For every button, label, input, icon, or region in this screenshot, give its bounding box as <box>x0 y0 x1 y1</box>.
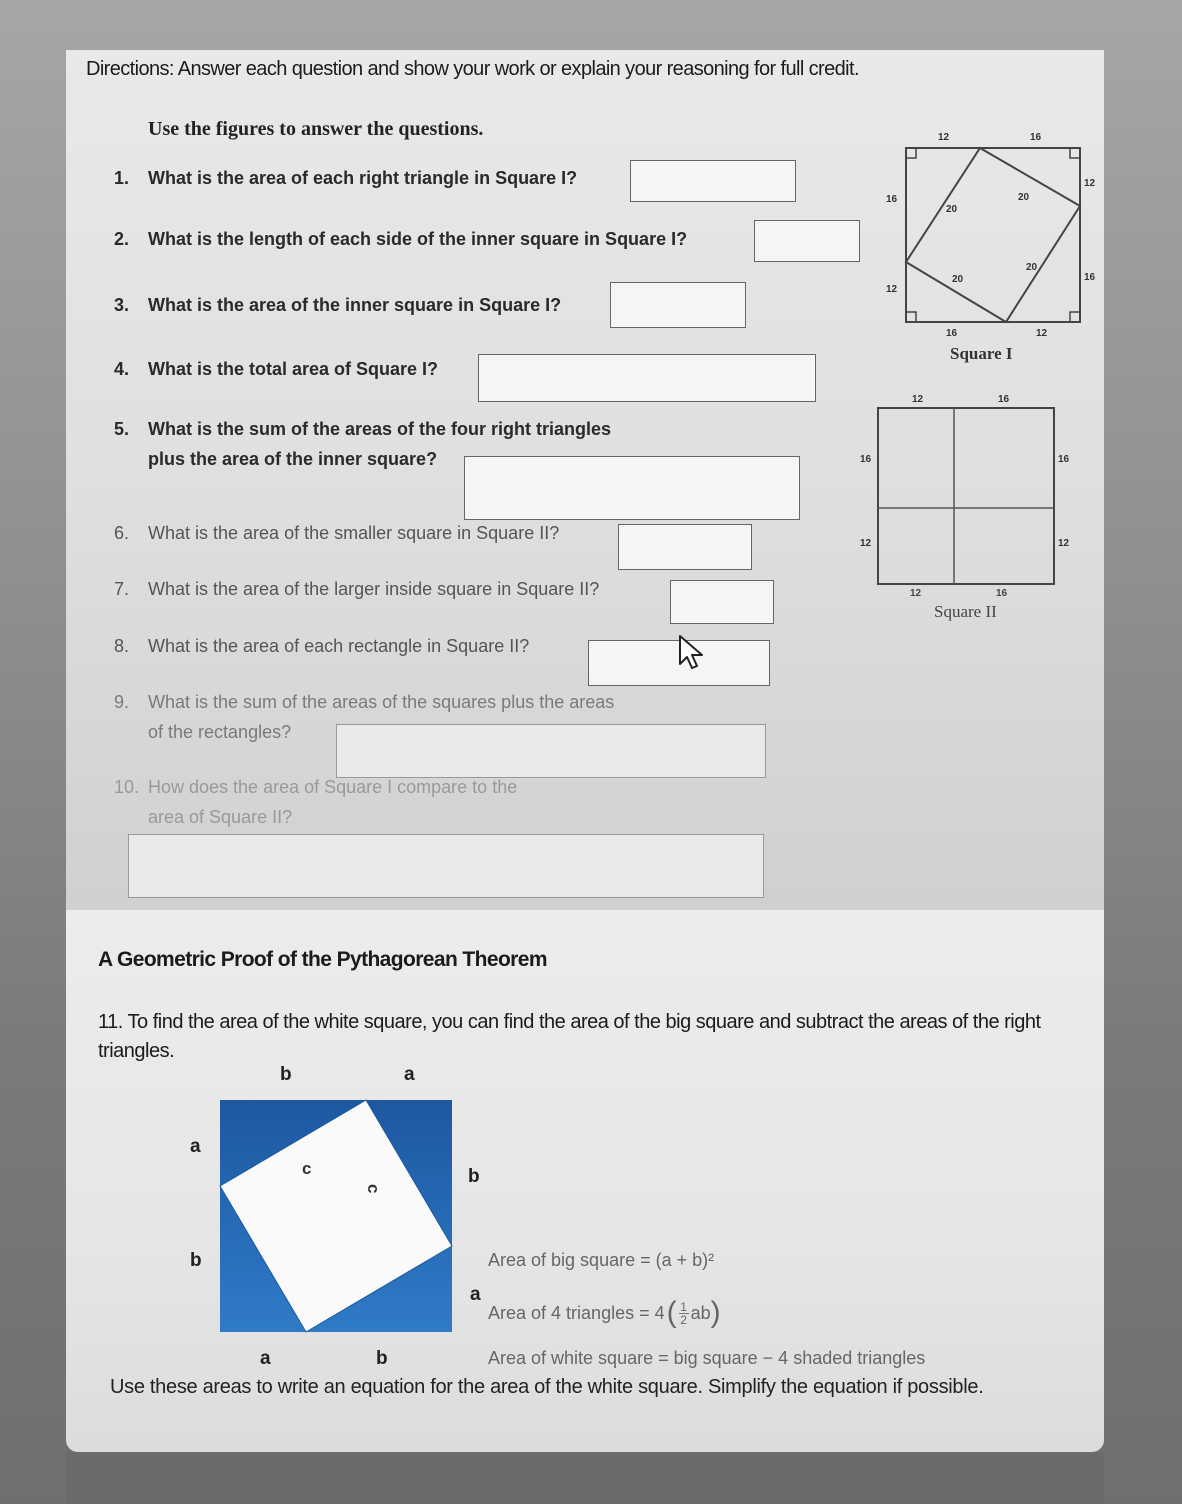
side-label: 12 <box>886 284 898 295</box>
use-figures-heading: Use the figures to answer the questions. <box>148 118 484 140</box>
square-2-figure <box>860 388 1088 598</box>
area-big-square-eqn: Area of big square = (a + b)² <box>488 1250 715 1270</box>
fraction-one-half: 1 2 <box>680 1299 687 1327</box>
side-label: 12 <box>938 132 950 143</box>
label-c: c <box>302 1159 312 1178</box>
square-2-outer <box>878 408 1054 584</box>
answer-box-9[interactable] <box>336 724 766 778</box>
label-a-top: a <box>404 1064 415 1085</box>
side-label: 12 <box>860 538 872 549</box>
question-3: 3. What is the area of the inner square in Square I? <box>114 295 562 315</box>
paren-right: ) <box>710 1296 721 1329</box>
mouse-cursor-icon <box>676 634 710 670</box>
worksheet-page-1 <box>66 50 1104 910</box>
pythagorean-proof-figure <box>218 1098 454 1334</box>
label-b-right: b <box>468 1166 480 1187</box>
right-angle-marker <box>906 148 916 158</box>
answer-box-2[interactable] <box>754 220 860 262</box>
question-6: 6. What is the area of the smaller square in Square II? <box>114 523 560 543</box>
square-1-inner <box>906 148 1080 322</box>
side-label: 16 <box>1058 454 1070 465</box>
proof-title: A Geometric Proof of the Pythagorean Theorem <box>98 948 547 971</box>
side-label: 16 <box>996 588 1008 598</box>
square-2-caption: Square II <box>934 602 997 621</box>
side-label: 12 <box>910 588 922 598</box>
question-11: 11. To find the area of the white square, you can find the area of the big square and subtract the areas of the right triangles. <box>98 1011 1041 1062</box>
square-1-outer <box>906 148 1080 322</box>
side-label: 16 <box>1030 132 1042 143</box>
right-angle-marker <box>1070 148 1080 158</box>
side-label: 12 <box>1084 178 1096 189</box>
directions-text: Directions: Answer each question and show your work or explain your reasoning for full credit. <box>86 58 859 80</box>
side-label: 16 <box>886 194 898 205</box>
right-angle-marker <box>906 312 916 322</box>
square-1-caption: Square I <box>950 344 1013 363</box>
answer-box-6[interactable] <box>618 524 752 570</box>
answer-box-5[interactable] <box>464 456 800 520</box>
side-label: 16 <box>860 454 872 465</box>
area-white-square-eqn: Area of white square = big square − 4 shaded triangles <box>488 1348 926 1368</box>
square-1-figure <box>870 122 1104 362</box>
question-1: 1. What is the area of each right triangle in Square I? <box>114 168 578 188</box>
label-a-bottom: a <box>260 1348 271 1369</box>
side-label: 12 <box>912 394 924 405</box>
worksheet-page-2 <box>66 910 1104 1452</box>
label-b-bottom: b <box>376 1348 388 1369</box>
side-label: 12 <box>1036 328 1048 339</box>
question-10: 10. How does the area of Square I compare to the area of Square II? <box>114 777 518 827</box>
question-7: 7. What is the area of the larger inside square in Square II? <box>114 579 600 599</box>
side-label: 12 <box>1058 538 1070 549</box>
answer-box-4[interactable] <box>478 354 816 402</box>
hypotenuse-label: 20 <box>1026 262 1038 273</box>
right-angle-marker <box>1070 312 1080 322</box>
question-2: 2. What is the length of each side of the inner square in Square I? <box>114 229 688 249</box>
question-8: 8. What is the area of each rectangle in Square II? <box>114 636 530 656</box>
hypotenuse-label: 20 <box>1018 192 1030 203</box>
bottom-band <box>66 1452 1104 1504</box>
question-5: 5. What is the sum of the areas of the four right triangles plus the area of the inner square? <box>114 419 612 469</box>
hypotenuse-label: 20 <box>946 204 958 215</box>
side-label: 16 <box>998 394 1010 405</box>
answer-box-10[interactable] <box>128 834 764 898</box>
label-a-left: a <box>190 1136 201 1157</box>
label-c-rotated: c <box>364 1184 383 1194</box>
question-4: 4. What is the total area of Square I? <box>114 359 439 379</box>
side-label: 16 <box>946 328 958 339</box>
hypotenuse-label: 20 <box>952 274 964 285</box>
instructions-text: Use these areas to write an equation for the area of the white square. Simplify the equation if possible. <box>110 1376 984 1398</box>
label-b-left: b <box>190 1250 202 1271</box>
paren-left: ( <box>666 1296 677 1329</box>
answer-box-1[interactable] <box>630 160 796 202</box>
side-label: 16 <box>1084 272 1096 283</box>
label-a-right: a <box>470 1284 481 1305</box>
area-triangles-eqn: Area of 4 triangles = 4 ( 1 2 ab ) <box>488 1296 721 1329</box>
label-b-top: b <box>280 1064 292 1085</box>
answer-box-7[interactable] <box>670 580 774 624</box>
answer-box-3[interactable] <box>610 282 746 328</box>
question-9: 9. What is the sum of the areas of the squares plus the areas of the rectangles? <box>114 692 615 742</box>
